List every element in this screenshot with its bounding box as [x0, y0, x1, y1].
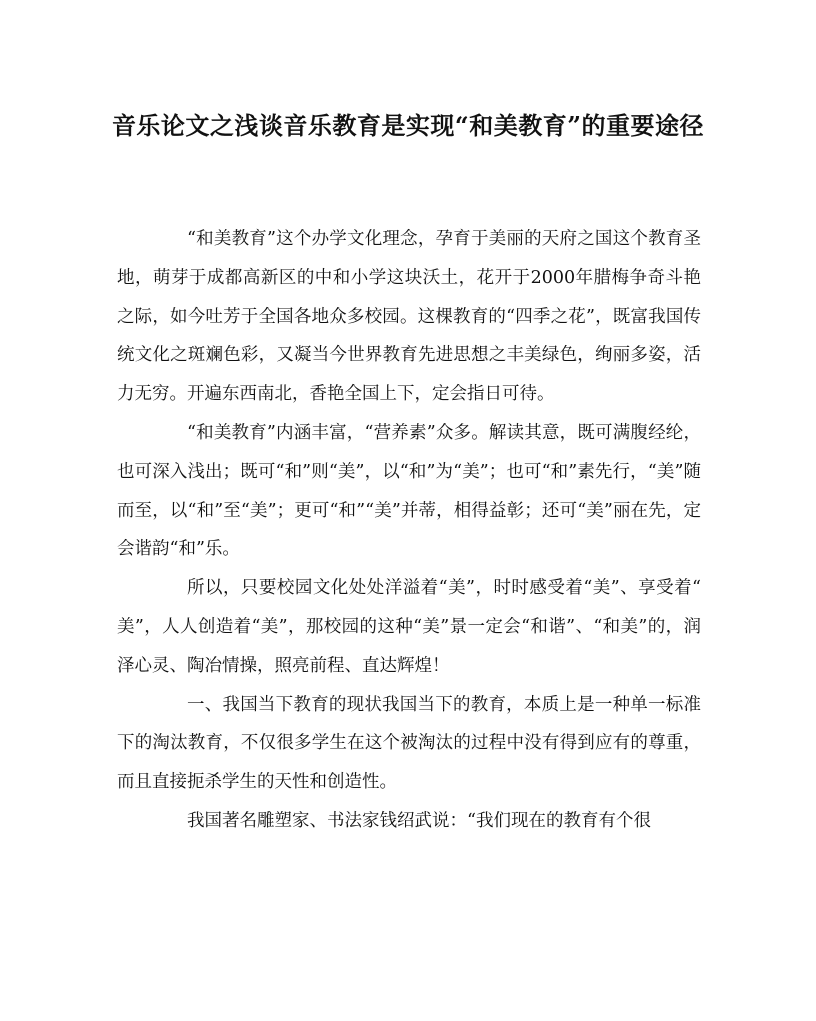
- paragraph-4: 一、我国当下教育的现状我国当下的教育，本质上是一种单一标准下的淘汰教育，不仅很多学生在这个被淘汰的过程中没有得到应有的尊重，而且直接扼杀学生的天性和创造性。: [117, 694, 701, 793]
- paragraph-3: 所以，只要校园文化处处洋溢着“美”，时时感受着“美”、享受着“美”，人人创造着“美”，那校园的这种“美”景一定会“和谐”、“和美”的，润泽心灵、陶冶情操，照亮前程、直达辉煌！: [117, 578, 701, 676]
- paragraph-2: “和美教育”内涵丰富，“营养素”众多。解读其意，既可满腹经纶，也可深入浅出；既可“和”则“美”，以“和”为“美”；也可“和”素先行，“美”随而至，以“和”至“美”；更可“和”“美”并蒂，相得益彰；还可“美”丽在先，定会谐韵“和”乐。: [117, 422, 701, 560]
- document-body: [117, 220, 701, 841]
- paragraph-5: 我国著名雕塑家、书法家钱绍武说：“我们现在的教育有个很: [187, 810, 651, 831]
- paragraph-1: “和美教育”这个办学文化理念，孕育于美丽的天府之国这个教育圣地，萌芽于成都高新区的中和小学这块沃土，花开于2000年腊梅争奇斗艳之际，如今吐芳于全国各地众多校园。这棵教育的“四季之花”，既富我国传统文化之斑斓色彩，又凝当今世界教育先进思想之丰美绿色，绚丽多姿，活力无穷。开遍东西南北，香艳全国上下，定会指日可待。: [117, 229, 701, 405]
- document-title: 音乐论文之浅谈音乐教育是实现“和美教育”的重要途径: [111, 111, 705, 140]
